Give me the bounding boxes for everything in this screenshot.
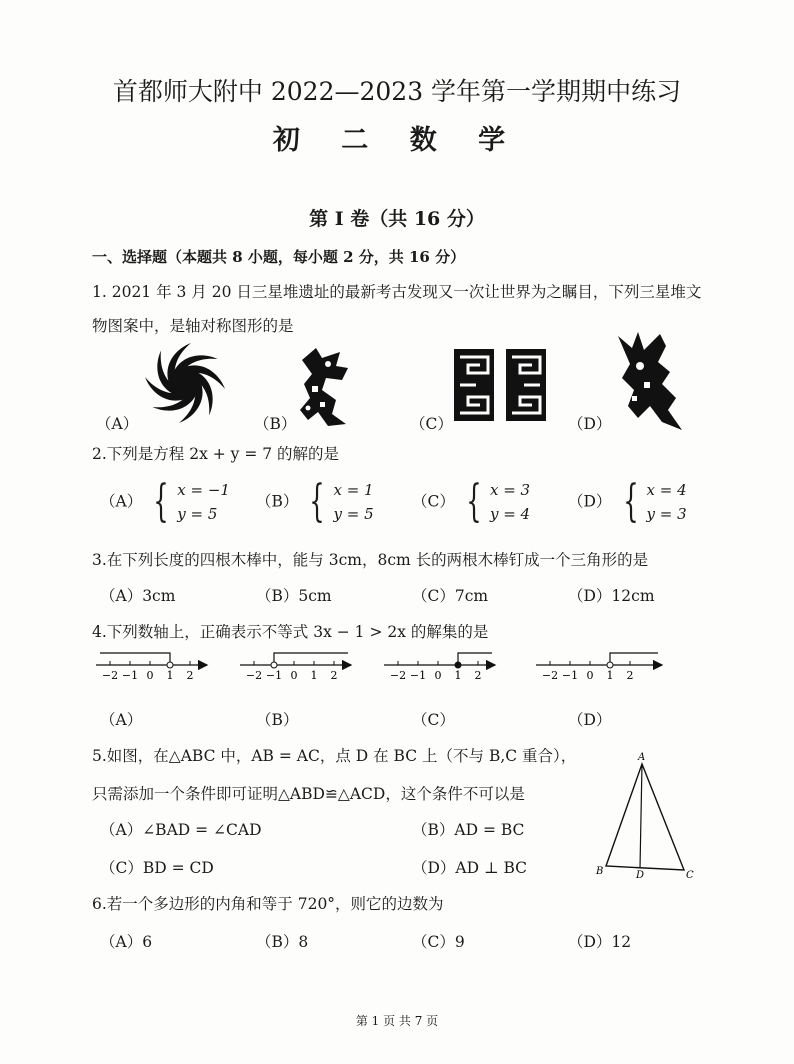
- subject-title: 初 二 数 学: [272, 125, 522, 156]
- q2-b-y: y = 5: [333, 505, 374, 523]
- q2-text: 2.下列是方程 2x + y = 7 的解的是: [92, 445, 340, 463]
- q4-text: 4.下列数轴上，正确表示不等式 3x − 1 > 2x 的解集的是: [92, 623, 489, 641]
- q2-option-d-system: [617, 478, 687, 526]
- q2-option-b-label: （B）: [256, 492, 299, 511]
- tick-label: 0: [146, 669, 154, 682]
- tick-label: −2: [389, 669, 407, 682]
- q2-c-y: y = 4: [489, 505, 531, 523]
- q5-triangle-figure: [592, 750, 702, 880]
- q2-b-x: x = 1: [333, 481, 374, 499]
- q3-option-c[interactable]: （C）7cm: [412, 587, 489, 605]
- q5-text-line1: 5.如图，在△ABC 中，AB = AC，点 D 在 BC 上（不与 B,C 重合），: [92, 747, 577, 765]
- q5-option-d[interactable]: （D）AD ⊥ BC: [412, 859, 528, 877]
- q1-image-b-creature: [292, 340, 372, 430]
- q6-option-d[interactable]: （D）12: [568, 933, 632, 951]
- q6-option-a[interactable]: （A）6: [100, 933, 153, 951]
- q2-option-d-label: （D）: [568, 492, 612, 511]
- tick-label: 1: [454, 669, 462, 682]
- tick-label: −2: [541, 669, 559, 682]
- q4-number-lines: [92, 645, 692, 685]
- tick-label: −2: [101, 669, 119, 682]
- tick-label: −1: [561, 669, 579, 682]
- q2-c-x: x = 3: [489, 481, 531, 499]
- tick-label: 2: [330, 669, 338, 682]
- q1-option-d[interactable]: （D）: [568, 415, 612, 433]
- q6-option-c[interactable]: （C）9: [412, 933, 465, 951]
- brace-icon: {: [153, 476, 169, 527]
- q5-text-line2: 只需添加一个条件即可证明△ABD≌△ACD，这个条件不可以是: [92, 785, 525, 803]
- q2-option-c-label: （C）: [412, 492, 455, 511]
- tick-label: 2: [474, 669, 482, 682]
- section-heading: 一、选择题（本题共 8 小题，每小题 2 分，共 16 分）: [92, 248, 466, 266]
- tick-label: 1: [310, 669, 318, 682]
- q2-option-c[interactable]: [412, 478, 530, 526]
- q1-option-b[interactable]: （B）: [254, 415, 297, 433]
- q1-text-line1: 1. 2021 年 3 月 20 日三星堆遗址的最新考古发现又一次让世界为之瞩目，下列三星堆文: [92, 283, 702, 301]
- vertex-label-a: A: [638, 752, 646, 763]
- exam-title: 首都师大附中 2022—2023 学年第一学期期中练习: [112, 77, 682, 106]
- point-label-d: D: [636, 870, 645, 880]
- q2-d-y: y = 3: [646, 505, 687, 523]
- q2-option-a-system: [147, 478, 230, 526]
- q4-option-a[interactable]: （A）: [100, 711, 143, 729]
- page-footer: 第 1 页 共 7 页: [355, 1014, 439, 1028]
- q2-option-d[interactable]: [568, 478, 687, 526]
- q2-a-y: y = 5: [177, 505, 218, 523]
- q5-option-c[interactable]: （C）BD = CD: [100, 859, 214, 877]
- q3-option-d[interactable]: （D）12cm: [568, 587, 655, 605]
- q1-image-c-pattern: [450, 345, 550, 425]
- tick-label: 0: [434, 669, 442, 682]
- q2-d-x: x = 4: [646, 481, 687, 499]
- q4-option-b[interactable]: （B）: [256, 711, 299, 729]
- brace-icon: {: [309, 476, 326, 527]
- vertex-label-b: B: [596, 866, 604, 877]
- q2-option-a[interactable]: [100, 478, 230, 526]
- q5-option-a[interactable]: （A）∠BAD = ∠CAD: [100, 821, 262, 839]
- q4-option-d[interactable]: （D）: [568, 711, 612, 729]
- tick-label: 1: [606, 669, 614, 682]
- tick-label: 0: [586, 669, 594, 682]
- tick-label: −2: [245, 669, 263, 682]
- q5-option-b[interactable]: （B）AD = BC: [412, 821, 525, 839]
- tick-label: 1: [166, 669, 174, 682]
- q4-line-b[interactable]: [240, 653, 351, 682]
- q4-line-a[interactable]: [96, 653, 207, 682]
- q6-option-b[interactable]: （B）8: [256, 933, 309, 951]
- q1-option-c[interactable]: （C）: [410, 415, 453, 433]
- tick-label: 2: [186, 669, 194, 682]
- q3-option-b[interactable]: （B）5cm: [256, 587, 332, 605]
- q1-text-line2: 物图案中，是轴对称图形的是: [92, 317, 294, 335]
- q1-image-a-spiral: [142, 340, 228, 426]
- vertex-label-c: C: [686, 870, 694, 880]
- tick-label: −1: [121, 669, 139, 682]
- q4-line-c[interactable]: [384, 653, 495, 682]
- brace-icon: {: [622, 476, 639, 527]
- q4-option-c[interactable]: （C）: [412, 711, 455, 729]
- q1-image-d-bird: [610, 326, 690, 436]
- q1-option-a[interactable]: （A）: [96, 415, 139, 433]
- tick-label: −1: [265, 669, 283, 682]
- q2-option-b[interactable]: [256, 478, 374, 526]
- q6-text: 6.若一个多边形的内角和等于 720°，则它的边数为: [92, 895, 444, 913]
- q2-option-b-system: [303, 478, 373, 526]
- q2-a-x: x = −1: [177, 481, 230, 499]
- part-title: 第 I 卷（共 16 分）: [309, 208, 485, 230]
- tick-label: 2: [626, 669, 634, 682]
- brace-icon: {: [466, 476, 482, 527]
- q3-option-a[interactable]: （A）3cm: [100, 587, 176, 605]
- tick-label: −1: [409, 669, 427, 682]
- tick-label: 0: [290, 669, 298, 682]
- q4-line-d[interactable]: [536, 653, 662, 682]
- q2-option-a-label: （A）: [100, 492, 143, 511]
- q2-option-c-system: [460, 478, 530, 526]
- q3-text: 3.在下列长度的四根木棒中，能与 3cm，8cm 长的两根木棒钉成一个三角形的是: [92, 551, 649, 569]
